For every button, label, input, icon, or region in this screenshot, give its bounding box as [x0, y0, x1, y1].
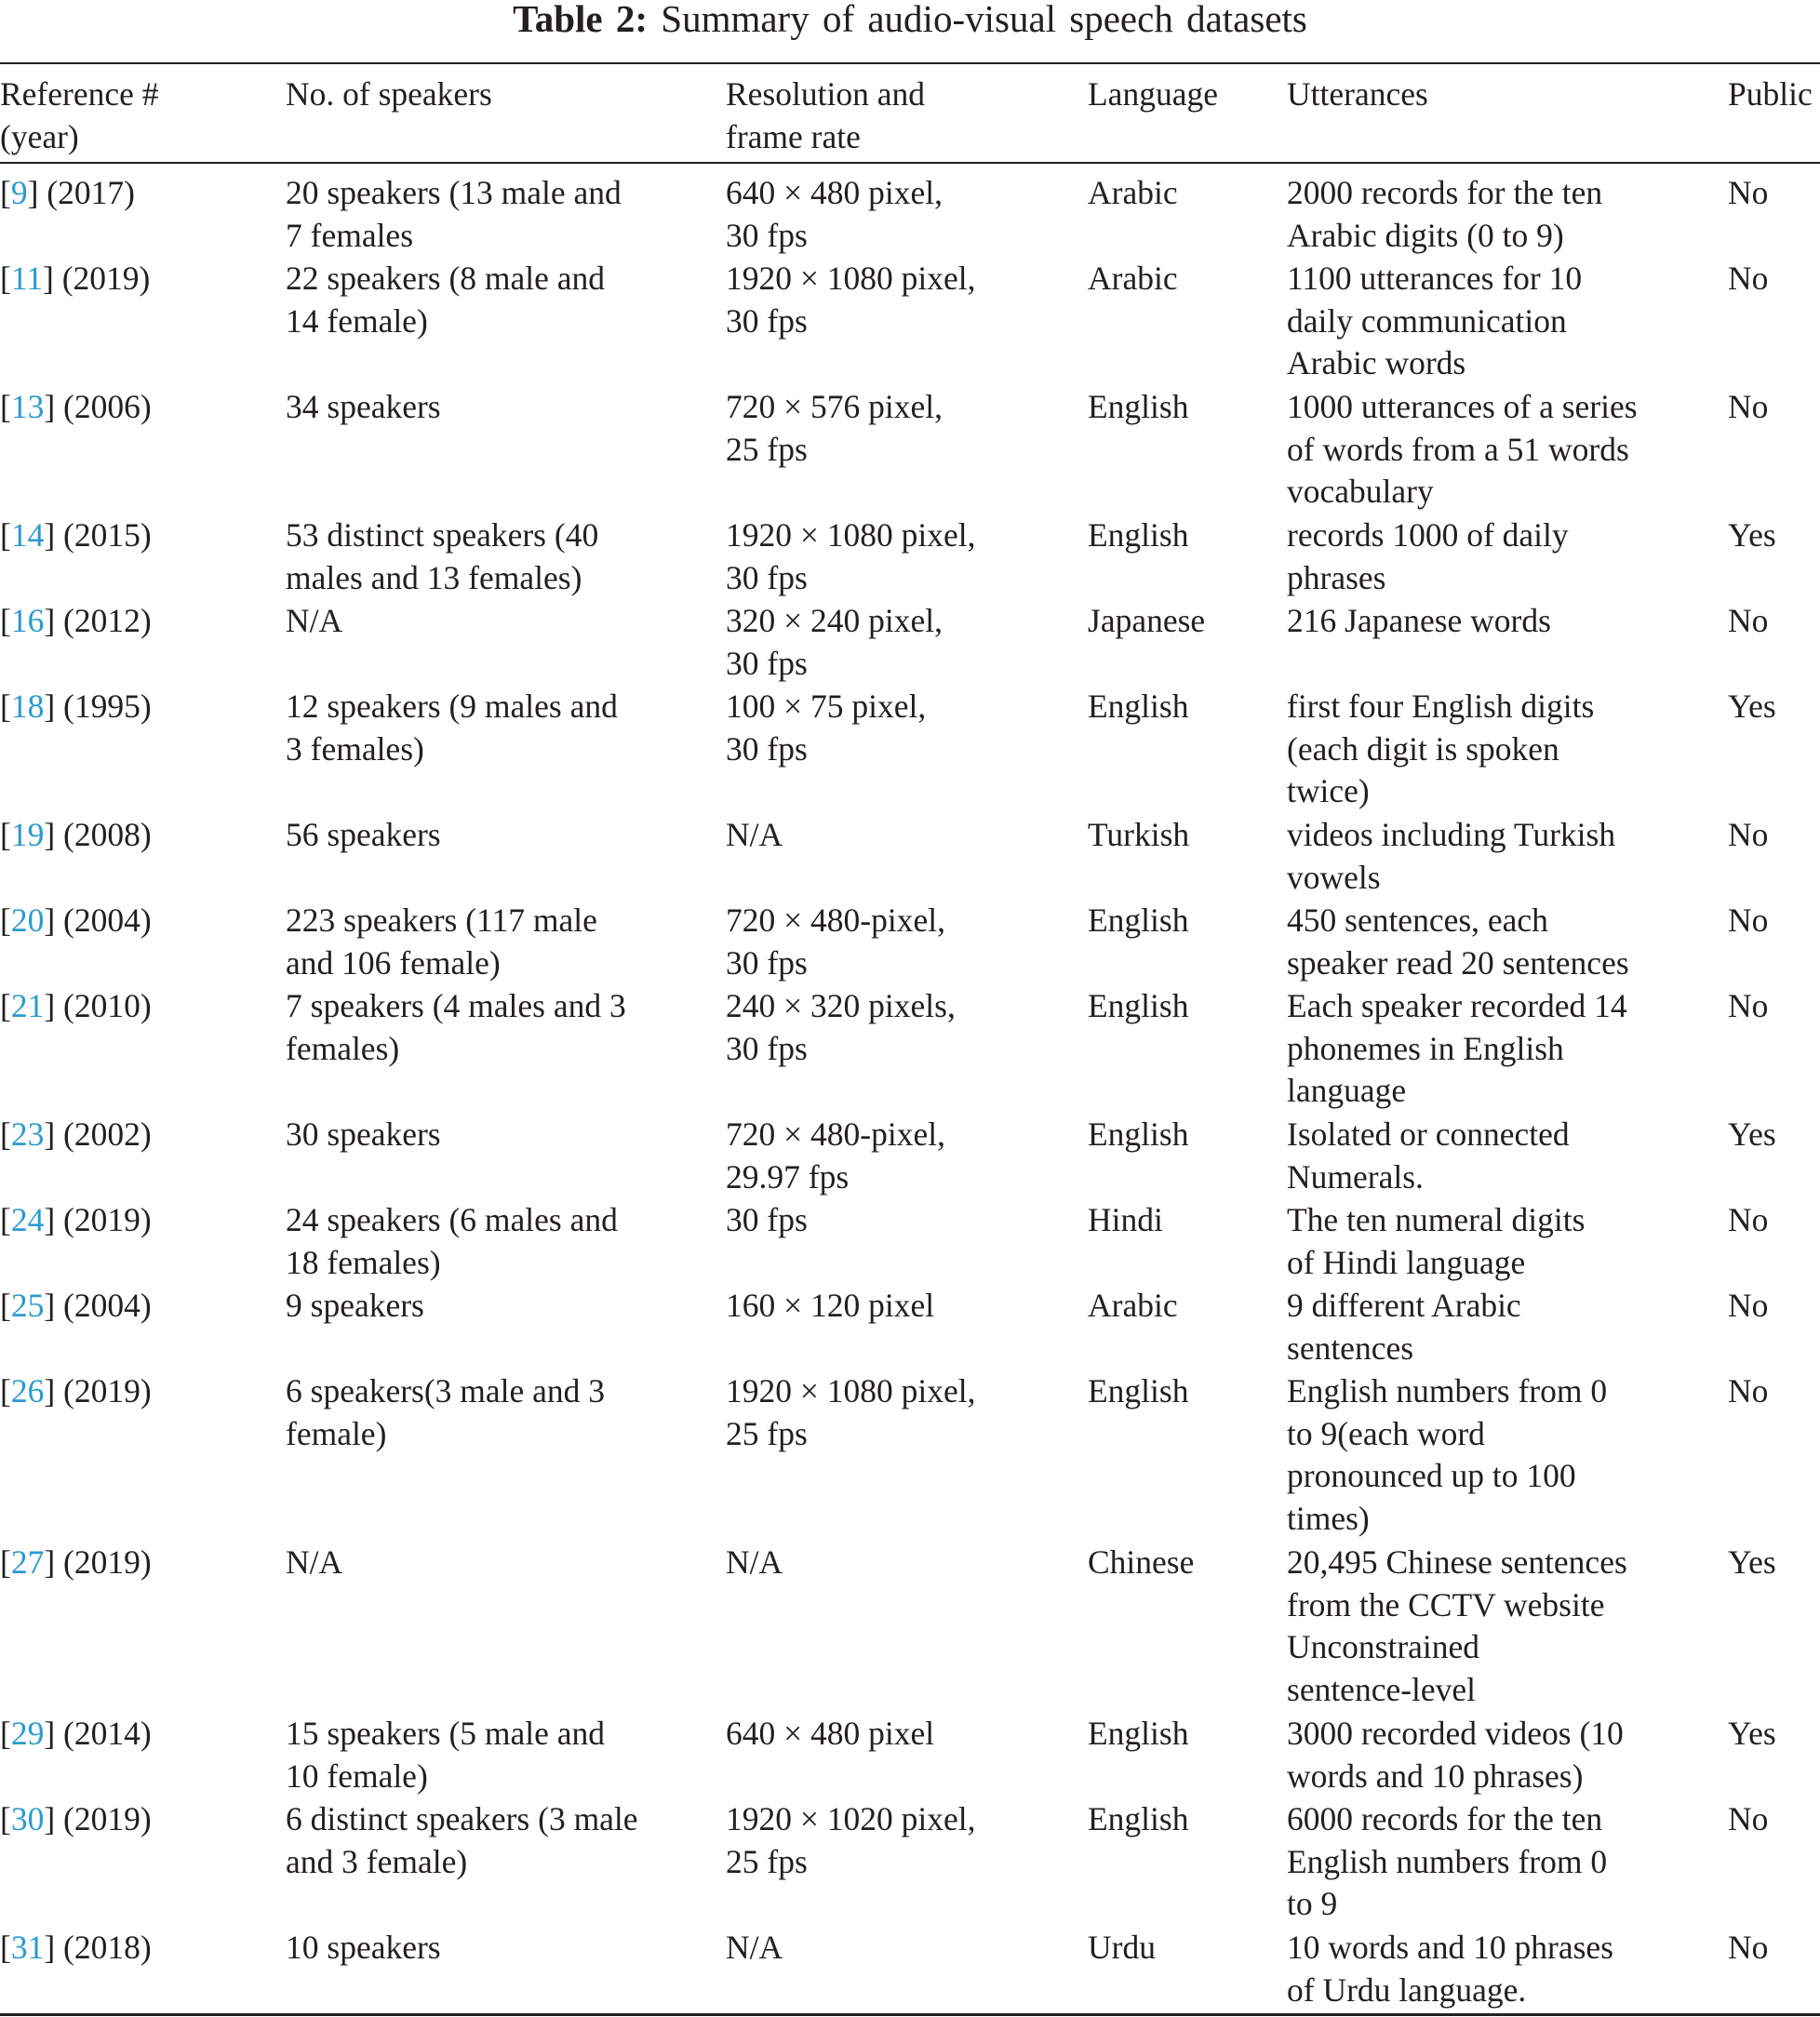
resolution-cell: N/A [726, 1929, 783, 1966]
utterances-cell: 216 Japanese words [1287, 602, 1551, 639]
speakers-cell: 56 speakers [286, 816, 441, 853]
reference-link[interactable]: 30 [10, 1800, 45, 1837]
utterances-cell: 3000 recorded videos (10 words and 10 phrases) [1287, 1715, 1624, 1795]
resolution-cell: 30 fps [726, 1201, 808, 1238]
resolution-cell: 1920 × 1080 pixel, 30 fps [726, 260, 976, 340]
reference-cell: [18] (1995) [0, 688, 152, 725]
utterances-cell: The ten numeral digits of Hindi language [1287, 1201, 1586, 1281]
utterances-cell: Isolated or connected Numerals. [1287, 1115, 1570, 1196]
table-caption [0, 0, 1820, 38]
reference-link[interactable]: 23 [10, 1115, 45, 1153]
reference-year: ] (1995) [44, 688, 152, 725]
reference-link[interactable]: 29 [10, 1715, 45, 1752]
speakers-cell: 7 speakers (4 males and 3 females) [286, 987, 626, 1067]
language-cell: English [1088, 902, 1189, 939]
reference-link[interactable]: 20 [10, 902, 45, 939]
reference-year: ] (2019) [44, 1543, 152, 1581]
utterances-cell: videos including Turkish vowels [1287, 816, 1616, 896]
public-cell: No [1728, 602, 1769, 639]
public-cell: Yes [1728, 516, 1776, 554]
reference-year: ] (2015) [44, 516, 152, 554]
public-cell: No [1728, 1800, 1769, 1837]
public-cell: Yes [1728, 1543, 1776, 1581]
language-cell: Chinese [1088, 1543, 1195, 1581]
reference-year: ] (2019) [44, 1201, 152, 1238]
reference-link[interactable]: 21 [10, 987, 45, 1024]
utterances-cell: 2000 records for the ten Arabic digits (0 to 9) [1287, 174, 1603, 254]
speakers-cell: 6 distinct speakers (3 male and 3 female) [286, 1800, 638, 1880]
reference-year: ] (2004) [44, 902, 152, 939]
reference-year: ] (2017) [27, 174, 135, 211]
header-language: Language [1088, 75, 1218, 113]
reference-cell: [11] (2019) [0, 260, 151, 297]
resolution-cell: 1920 × 1020 pixel, 25 fps [726, 1800, 976, 1880]
public-cell: No [1728, 816, 1769, 853]
reference-cell: [31] (2018) [0, 1929, 152, 1966]
utterances-cell: 20,495 Chinese sentences from the CCTV website Unconstrained sentence-level [1287, 1543, 1627, 1708]
reference-cell: [21] (2010) [0, 987, 152, 1024]
reference-link[interactable]: 31 [10, 1929, 45, 1966]
reference-cell: [13] (2006) [0, 388, 152, 425]
language-cell: English [1088, 516, 1189, 554]
reference-year: ] (2004) [44, 1287, 152, 1324]
reference-link[interactable]: 25 [10, 1287, 45, 1324]
reference-link[interactable]: 9 [10, 174, 28, 211]
language-cell: English [1088, 688, 1189, 725]
language-cell: English [1088, 1715, 1189, 1752]
reference-cell: [19] (2008) [0, 816, 152, 853]
resolution-cell: 640 × 480 pixel [726, 1715, 935, 1752]
language-cell: Japanese [1088, 602, 1206, 639]
header-rule [0, 162, 1820, 164]
resolution-cell: 720 × 576 pixel, 25 fps [726, 388, 943, 468]
reference-year: ] (2008) [44, 816, 152, 853]
reference-cell: [29] (2014) [0, 1715, 152, 1752]
language-cell: English [1088, 987, 1189, 1024]
top-rule [0, 62, 1820, 64]
reference-cell: [14] (2015) [0, 516, 152, 554]
reference-cell: [30] (2019) [0, 1800, 152, 1837]
language-cell: Urdu [1088, 1929, 1156, 1966]
resolution-cell: N/A [726, 1543, 783, 1581]
language-cell: Arabic [1088, 174, 1178, 211]
reference-link[interactable]: 11 [10, 260, 44, 297]
utterances-cell: English numbers from 0 to 9(each word pronounced up to 100 times) [1287, 1372, 1608, 1537]
header-utterances: Utterances [1287, 75, 1428, 113]
speakers-cell: 20 speakers (13 male and 7 females [286, 174, 622, 254]
language-cell: English [1088, 1800, 1189, 1837]
reference-year: ] (2014) [44, 1715, 152, 1752]
language-cell: English [1088, 388, 1189, 425]
public-cell: No [1728, 388, 1769, 425]
public-cell: Yes [1728, 1115, 1776, 1153]
language-cell: Arabic [1088, 260, 1178, 297]
speakers-cell: 10 speakers [286, 1929, 441, 1966]
reference-cell: [24] (2019) [0, 1201, 152, 1238]
public-cell: No [1728, 260, 1769, 297]
reference-cell: [25] (2004) [0, 1287, 152, 1324]
public-cell: Yes [1728, 1715, 1776, 1752]
reference-link[interactable]: 19 [10, 816, 45, 853]
reference-year: ] (2002) [44, 1115, 152, 1153]
reference-link[interactable]: 13 [10, 388, 45, 425]
reference-cell: [20] (2004) [0, 902, 152, 939]
language-cell: English [1088, 1115, 1189, 1153]
reference-year: ] (2019) [44, 1800, 152, 1837]
resolution-cell: N/A [726, 816, 783, 853]
reference-year: ] (2006) [44, 388, 152, 425]
public-cell: No [1728, 1287, 1769, 1324]
public-cell: No [1728, 174, 1769, 211]
resolution-cell: 640 × 480 pixel, 30 fps [726, 174, 943, 254]
utterances-cell: 1100 utterances for 10 daily communication Arabic words [1287, 260, 1583, 381]
reference-link[interactable]: 24 [10, 1201, 45, 1238]
table-title: Summary of audio-visual speech datasets [661, 0, 1307, 40]
resolution-cell: 1920 × 1080 pixel, 25 fps [726, 1372, 976, 1452]
table-label: Table 2: [513, 0, 649, 40]
language-cell: Turkish [1088, 816, 1190, 853]
speakers-cell: N/A [286, 1543, 343, 1581]
speakers-cell: 9 speakers [286, 1287, 424, 1324]
resolution-cell: 720 × 480-pixel, 29.97 fps [726, 1115, 945, 1196]
utterances-cell: 450 sentences, each speaker read 20 sentences [1287, 902, 1629, 982]
reference-link[interactable]: 26 [10, 1372, 45, 1409]
speakers-cell: N/A [286, 602, 343, 639]
speakers-cell: 24 speakers (6 males and 18 females) [286, 1201, 618, 1281]
resolution-cell: 100 × 75 pixel, 30 fps [726, 688, 927, 768]
reference-cell: [9] (2017) [0, 174, 135, 211]
utterances-cell: records 1000 of daily phrases [1287, 516, 1569, 596]
reference-cell: [27] (2019) [0, 1543, 152, 1581]
reference-year: ] (2019) [44, 1372, 152, 1409]
utterances-cell: 10 words and 10 phrases of Urdu language. [1287, 1929, 1613, 2009]
utterances-cell: Each speaker recorded 14 phonemes in English language [1287, 987, 1627, 1109]
public-cell: No [1728, 1929, 1769, 1966]
header-public: Public [1728, 75, 1813, 113]
public-cell: No [1728, 902, 1769, 939]
public-cell: No [1728, 1201, 1769, 1238]
header-reference: Reference # (year) [0, 75, 159, 155]
reference-cell: [16] (2012) [0, 602, 152, 639]
resolution-cell: 1920 × 1080 pixel, 30 fps [726, 516, 976, 596]
speakers-cell: 12 speakers (9 males and 3 females) [286, 688, 618, 768]
language-cell: English [1088, 1372, 1189, 1409]
language-cell: Hindi [1088, 1201, 1163, 1238]
reference-cell: [26] (2019) [0, 1372, 152, 1409]
speakers-cell: 22 speakers (8 male and 14 female) [286, 260, 606, 340]
resolution-cell: 240 × 320 pixels, 30 fps [726, 987, 956, 1067]
resolution-cell: 320 × 240 pixel, 30 fps [726, 602, 943, 682]
utterances-cell: first four English digits (each digit is spoken twice) [1287, 688, 1595, 809]
reference-link[interactable]: 18 [10, 688, 45, 725]
speakers-cell: 53 distinct speakers (40 males and 13 females) [286, 516, 599, 596]
language-cell: Arabic [1088, 1287, 1178, 1324]
header-resolution: Resolution and frame rate [726, 75, 925, 155]
utterances-cell: 6000 records for the ten English numbers from 0 to 9 [1287, 1800, 1608, 1922]
resolution-cell: 720 × 480-pixel, 30 fps [726, 902, 945, 982]
reference-link[interactable]: 27 [10, 1543, 45, 1581]
utterances-cell: 1000 utterances of a series of words from a 51 words vocabulary [1287, 388, 1638, 510]
reference-year: ] (2018) [44, 1929, 152, 1966]
reference-year: ] (2010) [44, 987, 152, 1024]
public-cell: No [1728, 1372, 1769, 1409]
bottom-rule [0, 2013, 1820, 2016]
reference-cell: [23] (2002) [0, 1115, 152, 1153]
public-cell: No [1728, 987, 1769, 1024]
public-cell: Yes [1728, 688, 1776, 725]
resolution-cell: 160 × 120 pixel [726, 1287, 935, 1324]
reference-year: ] (2012) [44, 602, 152, 639]
speakers-cell: 223 speakers (117 male and 106 female) [286, 902, 597, 982]
header-speakers: No. of speakers [286, 75, 492, 113]
speakers-cell: 30 speakers [286, 1115, 441, 1153]
reference-year: ] (2019) [43, 260, 151, 297]
speakers-cell: 15 speakers (5 male and 10 female) [286, 1715, 606, 1795]
speakers-cell: 6 speakers(3 male and 3 female) [286, 1372, 606, 1452]
reference-link[interactable]: 14 [10, 516, 45, 554]
speakers-cell: 34 speakers [286, 388, 441, 425]
reference-link[interactable]: 16 [10, 602, 45, 639]
utterances-cell: 9 different Arabic sentences [1287, 1287, 1521, 1367]
